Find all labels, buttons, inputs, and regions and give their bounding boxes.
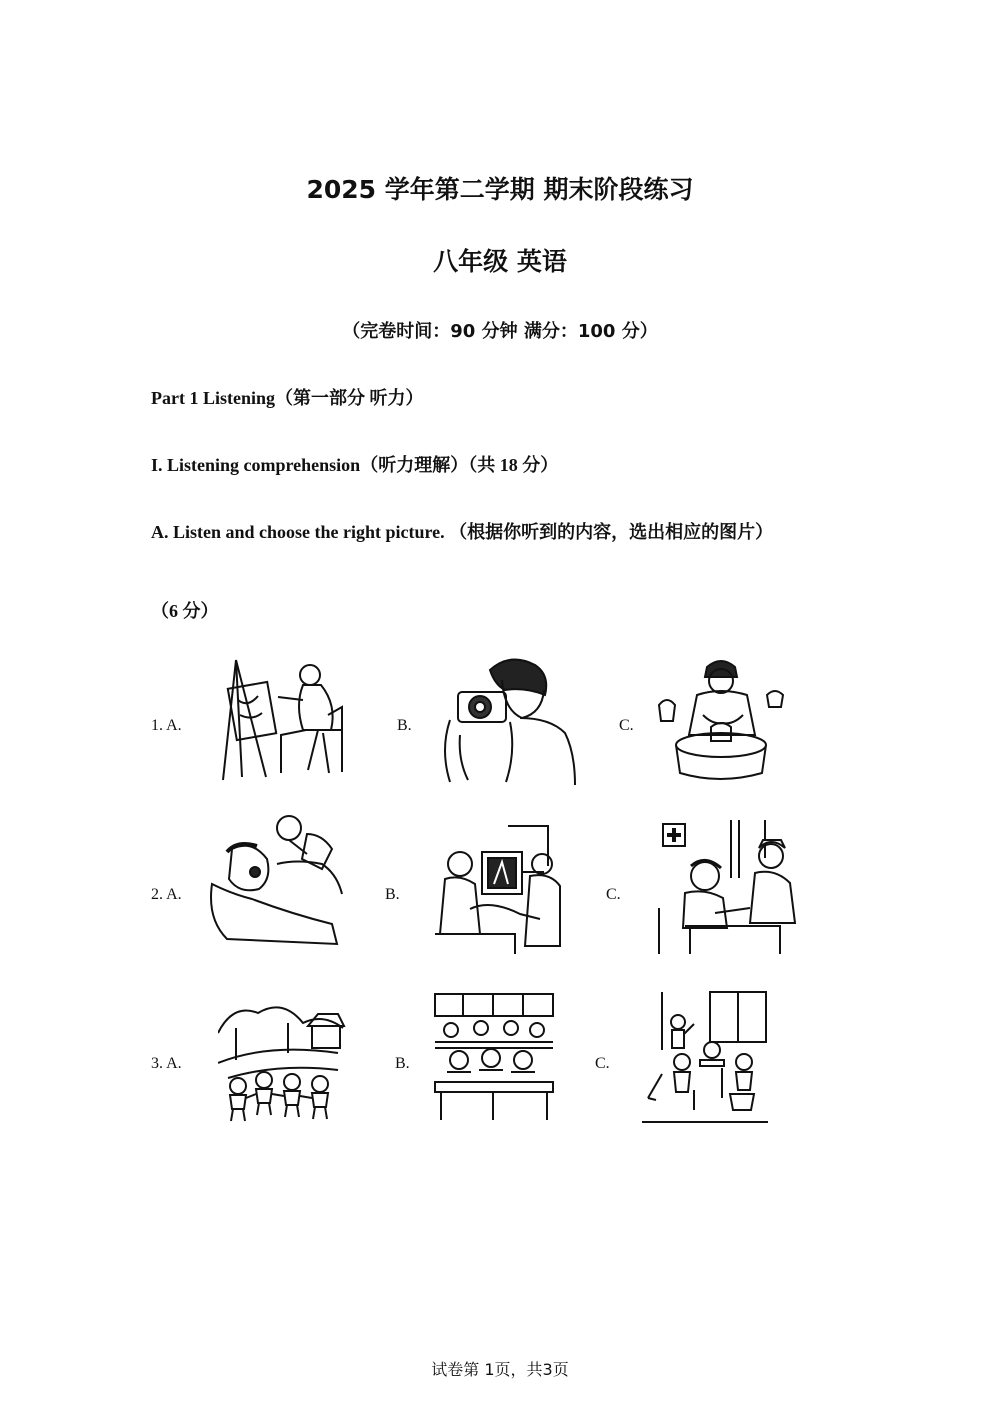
part-heading: Part 1 Listening（第一部分 听力） bbox=[151, 388, 424, 408]
photographer-with-camera-icon[interactable] bbox=[440, 650, 580, 785]
exam-meta: （完卷时间：90 分钟 满分：100 分） bbox=[342, 321, 658, 342]
points-note: （6 分） bbox=[151, 601, 219, 621]
doctor-xray-arm-icon[interactable] bbox=[430, 824, 565, 956]
section-heading: I. Listening comprehension（听力理解）（共 18 分） bbox=[151, 455, 559, 475]
instruction-a: A. Listen and choose the right picture. （根据你听到的内容，选出相应的图片） bbox=[151, 522, 774, 542]
children-cleaning-classroom-icon[interactable] bbox=[640, 990, 770, 1126]
q2-option-b-label: B. bbox=[385, 886, 400, 903]
q2-option-c-label: C. bbox=[606, 886, 621, 903]
page-footer: 试卷第 1页，共3页 bbox=[431, 1360, 569, 1379]
dentist-examining-boy-icon[interactable] bbox=[207, 814, 347, 954]
q2-label: 2. A. bbox=[151, 886, 182, 903]
potter-at-wheel-icon[interactable] bbox=[655, 655, 790, 783]
q1-option-c-label: C. bbox=[619, 717, 634, 734]
q3-option-c-label: C. bbox=[595, 1055, 610, 1072]
children-walking-outdoors-icon[interactable] bbox=[218, 988, 348, 1123]
exam-subtitle: 八年级 英语 bbox=[433, 247, 567, 276]
q1-option-b-label: B. bbox=[397, 717, 412, 734]
q1-label: 1. A. bbox=[151, 717, 182, 734]
students-in-classroom-icon[interactable] bbox=[433, 992, 555, 1122]
painter-at-easel-icon[interactable] bbox=[218, 655, 350, 783]
nurse-bandaging-boy-icon[interactable] bbox=[655, 818, 800, 956]
q3-option-b-label: B. bbox=[395, 1055, 410, 1072]
exam-title: 2025 学年第二学期 期末阶段练习 bbox=[306, 175, 694, 204]
q3-label: 3. A. bbox=[151, 1055, 182, 1072]
